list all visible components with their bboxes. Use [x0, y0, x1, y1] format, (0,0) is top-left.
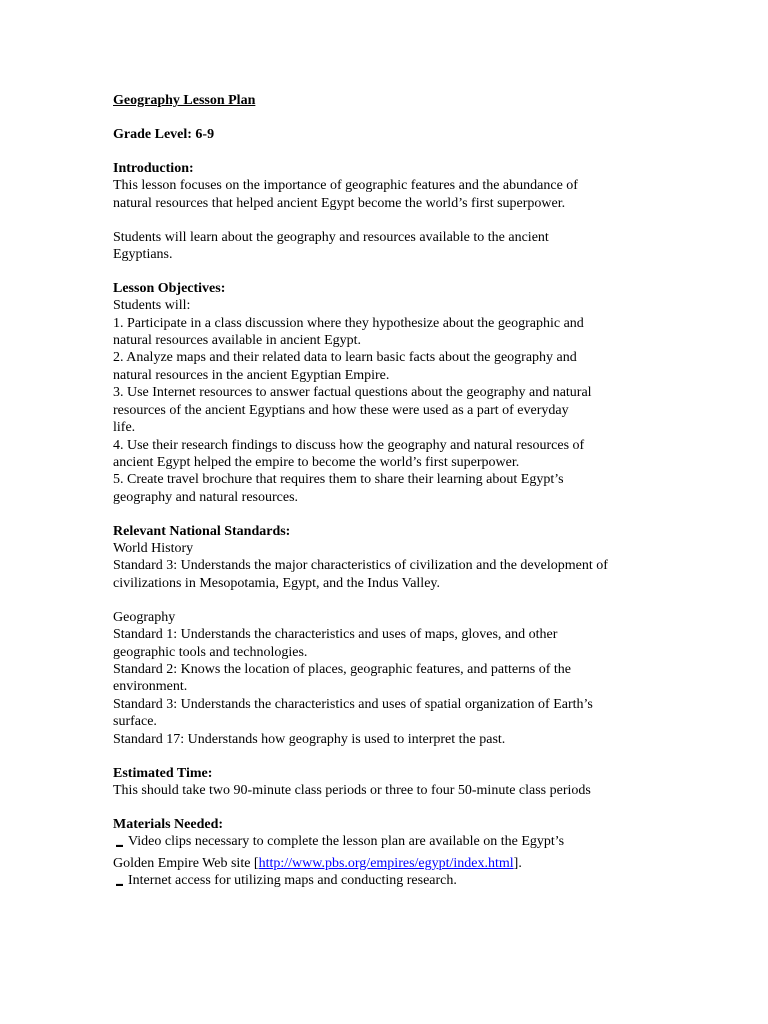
list-item: [113, 872, 658, 893]
list-item-continuation: [113, 855, 658, 872]
text-line: 2. Analyze maps and their related data to learn basic facts about the geography and: [113, 350, 577, 366]
introduction-heading: Introduction:: [113, 160, 194, 176]
text-line: geographic tools and technologies.: [113, 644, 308, 660]
standards-section: [113, 523, 658, 748]
text-line: Standard 17: Understands how geography is used to interpret the past.: [113, 731, 506, 747]
bullet-icon: ▬: [116, 880, 123, 889]
text-line: ancient Egypt helped the empire to become the world’s first superpower.: [113, 454, 520, 470]
pbs-egypt-link[interactable]: http://www.pbs.org/empires/egypt/index.html: [258, 855, 514, 871]
text-line: 5. Create travel brochure that requires them to share their learning about Egypt’s: [113, 472, 564, 488]
text-line: Students will:: [113, 298, 191, 314]
text-line: 4. Use their research findings to discuss how the geography and natural resources of: [113, 437, 585, 453]
list-item: [113, 833, 658, 854]
grade-level: Grade Level: 6-9: [113, 126, 215, 142]
materials-section: [113, 816, 658, 894]
introduction-section: [113, 160, 658, 264]
standards-heading: Relevant National Standards:: [113, 523, 291, 539]
text-line: life.: [113, 420, 136, 436]
list-item-text: Video clips necessary to complete the lesson plan are available on the Egypt’s: [128, 834, 565, 850]
text-line: geography and natural resources.: [113, 489, 299, 505]
text-line: environment.: [113, 679, 188, 695]
text-line: 1. Participate in a class discussion where they hypothesize about the geographic and: [113, 315, 584, 331]
document-title: Geography Lesson Plan: [113, 93, 256, 108]
materials-heading: Materials Needed:: [113, 816, 224, 832]
text-line: This should take two 90-minute class periods or three to four 50-minute class periods: [113, 782, 591, 798]
text-line: Standard 1: Understands the characteristics and uses of maps, gloves, and other: [113, 627, 558, 643]
objectives-section: [113, 280, 658, 506]
list-item-text: ].: [513, 855, 522, 871]
text-line: surface.: [113, 714, 157, 730]
text-line: Standard 2: Knows the location of places, geographic features, and patterns of the: [113, 661, 571, 677]
text-line: natural resources that helped ancient Egypt become the world’s first superpower.: [113, 195, 566, 211]
text-line: resources of the ancient Egyptians and how these were used as a part of everyday: [113, 402, 569, 418]
text-line: Standard 3: Understands the major characteristics of civilization and the development of: [113, 558, 608, 574]
text-line: civilizations in Mesopotamia, Egypt, and the Indus Valley.: [113, 575, 440, 591]
text-line: World History: [113, 541, 194, 557]
text-line: Egyptians.: [113, 246, 173, 262]
text-line: Standard 3: Understands the characteristics and uses of spatial organization of Earth’s: [113, 696, 593, 712]
text-line: This lesson focuses on the importance of geographic features and the abundance of: [113, 178, 578, 194]
list-item-text: Internet access for utilizing maps and conducting research.: [128, 873, 457, 889]
text-line: Geography: [113, 609, 176, 625]
time-heading: Estimated Time:: [113, 765, 213, 781]
list-item-text: Golden Empire Web site [: [113, 855, 259, 871]
text-line: natural resources in the ancient Egyptian Empire.: [113, 367, 390, 383]
objectives-heading: Lesson Objectives:: [113, 280, 226, 296]
text-line: 3. Use Internet resources to answer factual questions about the geography and natural: [113, 385, 592, 401]
text-line: Students will learn about the geography and resources available to the ancient: [113, 229, 549, 245]
bullet-icon: ▬: [116, 841, 123, 850]
text-line: natural resources available in ancient Egypt.: [113, 333, 362, 349]
time-section: [113, 765, 658, 800]
